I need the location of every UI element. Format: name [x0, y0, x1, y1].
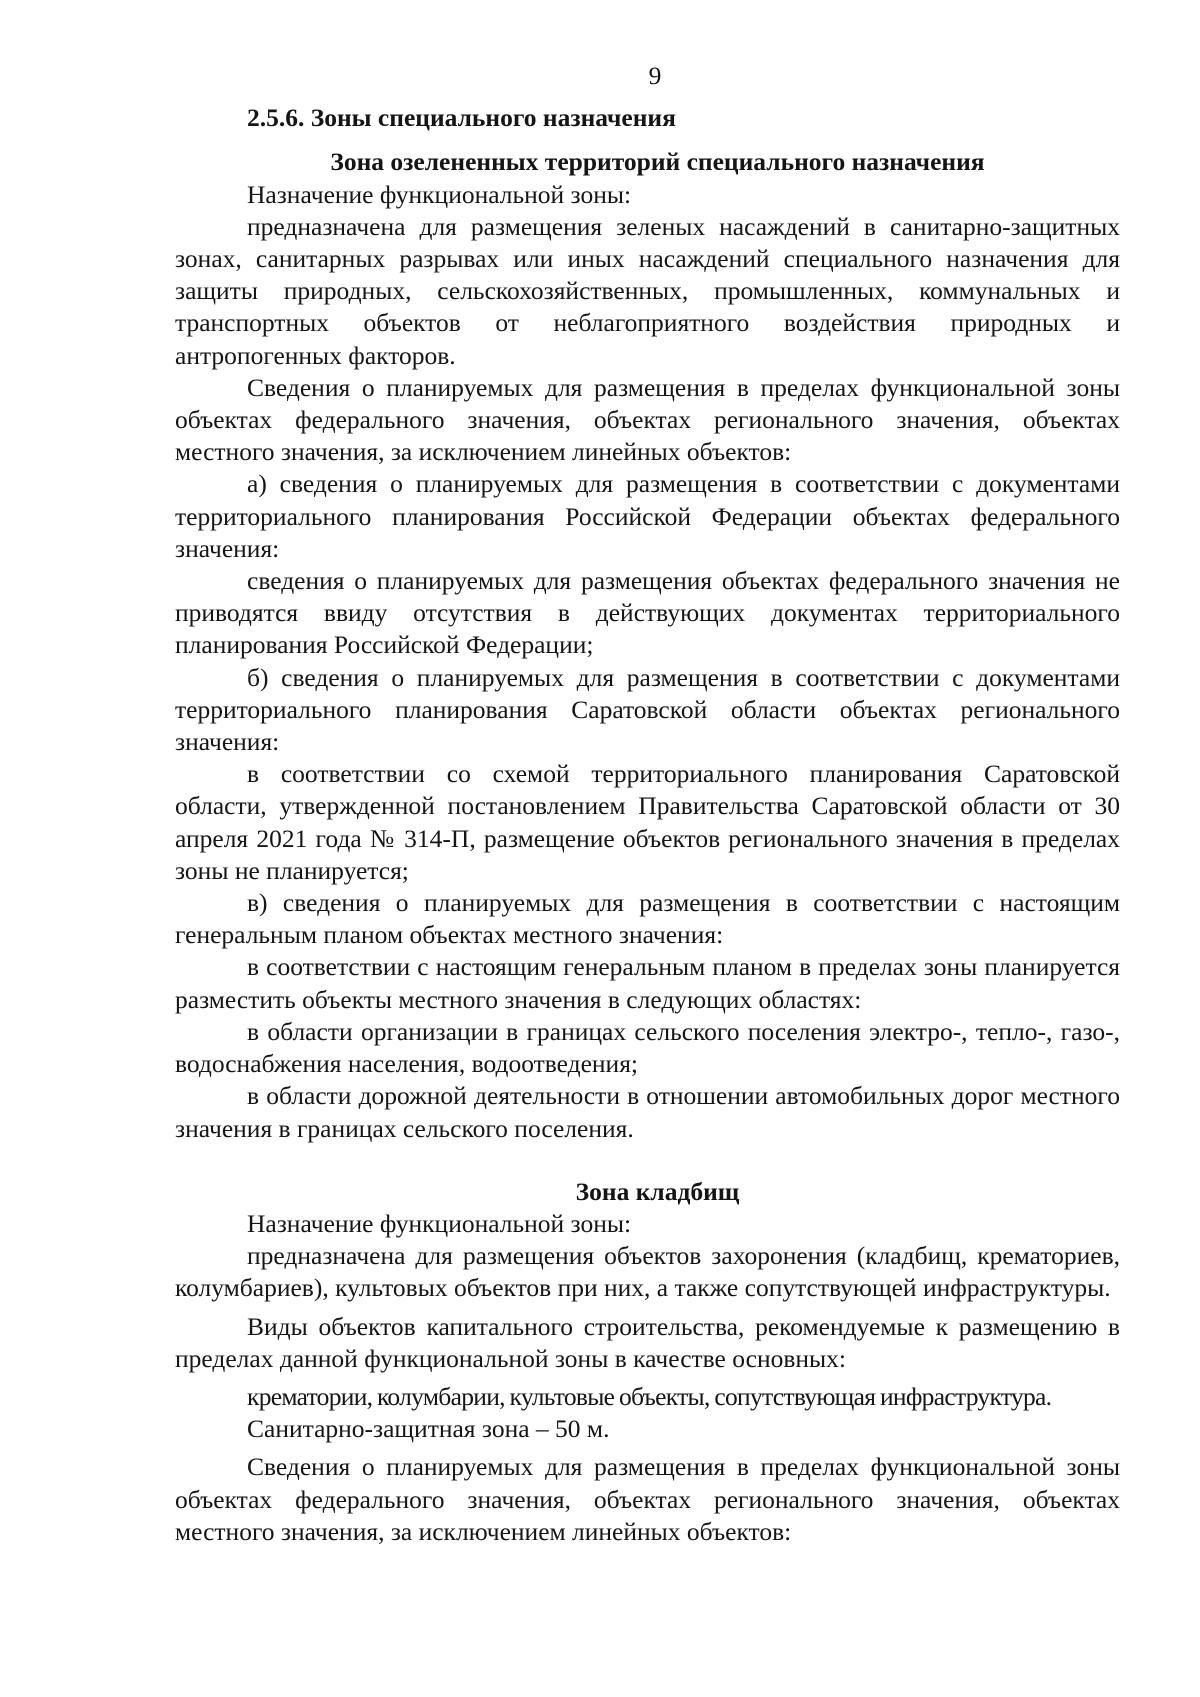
paragraph: Сведения о планируемых для размещения в пределах функциональной зоны объектах федерального значения, объектах регионального значения, объектах местного значения, за исключением линейных объектов: [175, 1452, 1120, 1546]
paragraph: предназначена для размещения объектов захоронения (кладбищ, крематориев, колумбариев), культовых объектов при них, а также сопутствующей инфраструктуры. [175, 1241, 1120, 1303]
paragraph: Назначение функциональной зоны: [247, 179, 632, 209]
paragraph: крематории, колумбарии, культовые объекты, сопутствующая инфраструктура. [247, 1381, 1052, 1411]
paragraph: Назначение функциональной зоны: [247, 1208, 632, 1238]
paragraph: предназначена для размещения зеленых насаждений в санитарно-защитных зонах, санитарных разрывах или иных насаждений специального назначения для защиты природных, сельскохозяйственных, промышленных, коммунальных и транспортных объектов от неблагоприятного воздействия природных и антропогенных факторов. [175, 211, 1120, 370]
paragraph: а) сведения о планируемых для размещения в соответствии с документами территориального планирования Российской Федерации объектах федерального значения: [175, 469, 1120, 563]
paragraph: в) сведения о планируемых для размещения в соответствии с настоящим генеральным планом объектах местного значения: [175, 888, 1120, 950]
paragraph: Виды объектов капитального строительства, рекомендуемые к размещению в пределах данной функциональной зоны в качестве основных: [175, 1311, 1120, 1373]
paragraph: Сведения о планируемых для размещения в пределах функциональной зоны объектах федерального значения, объектах регионального значения, объектах местного значения, за исключением линейных объектов: [175, 372, 1120, 467]
page-number: 9 [648, 61, 662, 90]
zone-heading-greenery: Зона озелененных территорий специального назначения [330, 147, 985, 177]
section-title: 2.5.6. Зоны специального назначения [247, 103, 676, 133]
document-page [175, 60, 1120, 1548]
paragraph: Санитарно-защитная зона – 50 м. [247, 1414, 610, 1444]
paragraph: в области дорожной деятельности в отношении автомобильных дорог местного значения в границах сельского поселения. [175, 1081, 1120, 1143]
paragraph: сведения о планируемых для размещения объектах федерального значения не приводятся ввиду отсутствия в действующих документах территориального планирования Российской Федерации; [175, 566, 1120, 660]
paragraph: б) сведения о планируемых для размещения в соответствии с документами территориального планирования Саратовской области объектах регионального значения: [175, 662, 1120, 757]
zone-heading-cemeteries: Зона кладбищ [575, 1176, 740, 1206]
paragraph: в области организации в границах сельского поселения электро-, тепло-, газо-, водоснабжения населения, водоотведения; [175, 1016, 1120, 1079]
paragraph: в соответствии с настоящим генеральным планом в пределах зоны планируется разместить объекты местного значения в следующих областях: [175, 952, 1120, 1014]
paragraph: в соответствии со схемой территориального планирования Саратовской области, утвержденной постановлением Правительства Саратовской области от 30 апреля 2021 года № 314-П, размещение объектов регионального значения в пределах зоны не планируется; [175, 759, 1120, 885]
